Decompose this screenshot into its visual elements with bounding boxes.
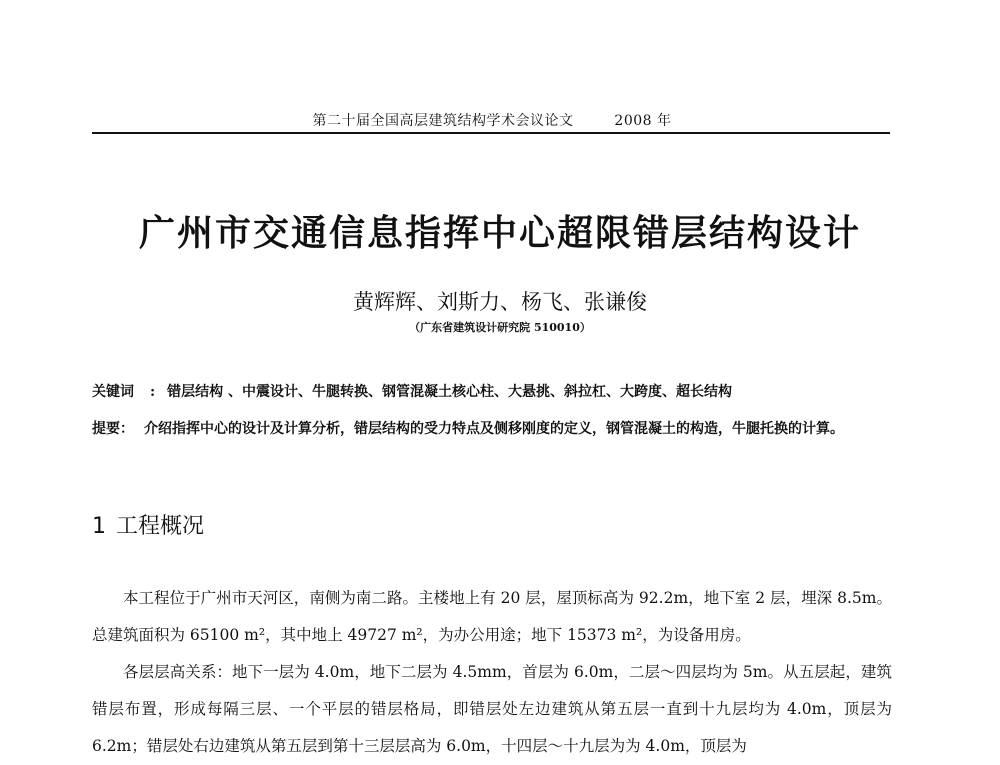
author-list: 黄辉辉、刘斯力、杨飞、张谦俊 <box>353 290 647 314</box>
keywords-text: 错层结构 、中震设计、牛腿转换、钢管混凝土核心柱、大悬挑、斜拉杠、大跨度、超长结构 <box>167 384 733 400</box>
abstract-text: 介绍指挥中心的设计及计算分析，错层结构的受力特点及侧移刚度的定义，钢管混凝土的构造，牛腿托换的计算。 <box>144 421 844 437</box>
keywords-label: 关键词 <box>92 384 134 400</box>
abstract-label: 提要： <box>92 421 134 437</box>
conference-name: 第二十届全国高层建筑结构学术会议论文 <box>312 113 574 129</box>
section-number: 1 <box>92 514 106 539</box>
abstract-block <box>92 414 892 445</box>
conference-year: 2008 年 <box>614 113 672 129</box>
paragraph: 本工程位于广州市天河区，南侧为南二路。主楼地上有 20 层，屋顶标高为 92.2m，地下室 2 层，埋深 8.5m。总建筑面积为 65100 m²，其中地上 49727 m²，为办公用途；地下 15373 m²，为设备用房。 <box>92 589 892 644</box>
paragraph: 各层层高关系：地下一层为 4.0m，地下二层为 4.5mm，首层为 6.0m，二层～四层均为 5m。从五层起，建筑错层布置，形成每隔三层、一个平层的错层格局，即错层处左边建筑从第五层一直到十九层均为 4.0m，顶层为 6.2m；错层处右边建筑从第五层到第十三层层高为 6.0m，十四层～十九层为为 4.0m，顶层为 <box>92 663 892 755</box>
keywords-block <box>92 381 892 401</box>
body-text <box>92 580 892 765</box>
keywords-colon: : <box>150 384 156 400</box>
paper-title: 广州市交通信息指挥中心超限错层结构设计 <box>138 213 861 254</box>
section-title: 工程概况 <box>116 514 205 539</box>
header-rule <box>92 132 890 134</box>
running-header <box>92 110 892 130</box>
affiliation: （广东省建筑设计研究院 510010） <box>409 321 591 334</box>
section-heading <box>92 509 204 540</box>
